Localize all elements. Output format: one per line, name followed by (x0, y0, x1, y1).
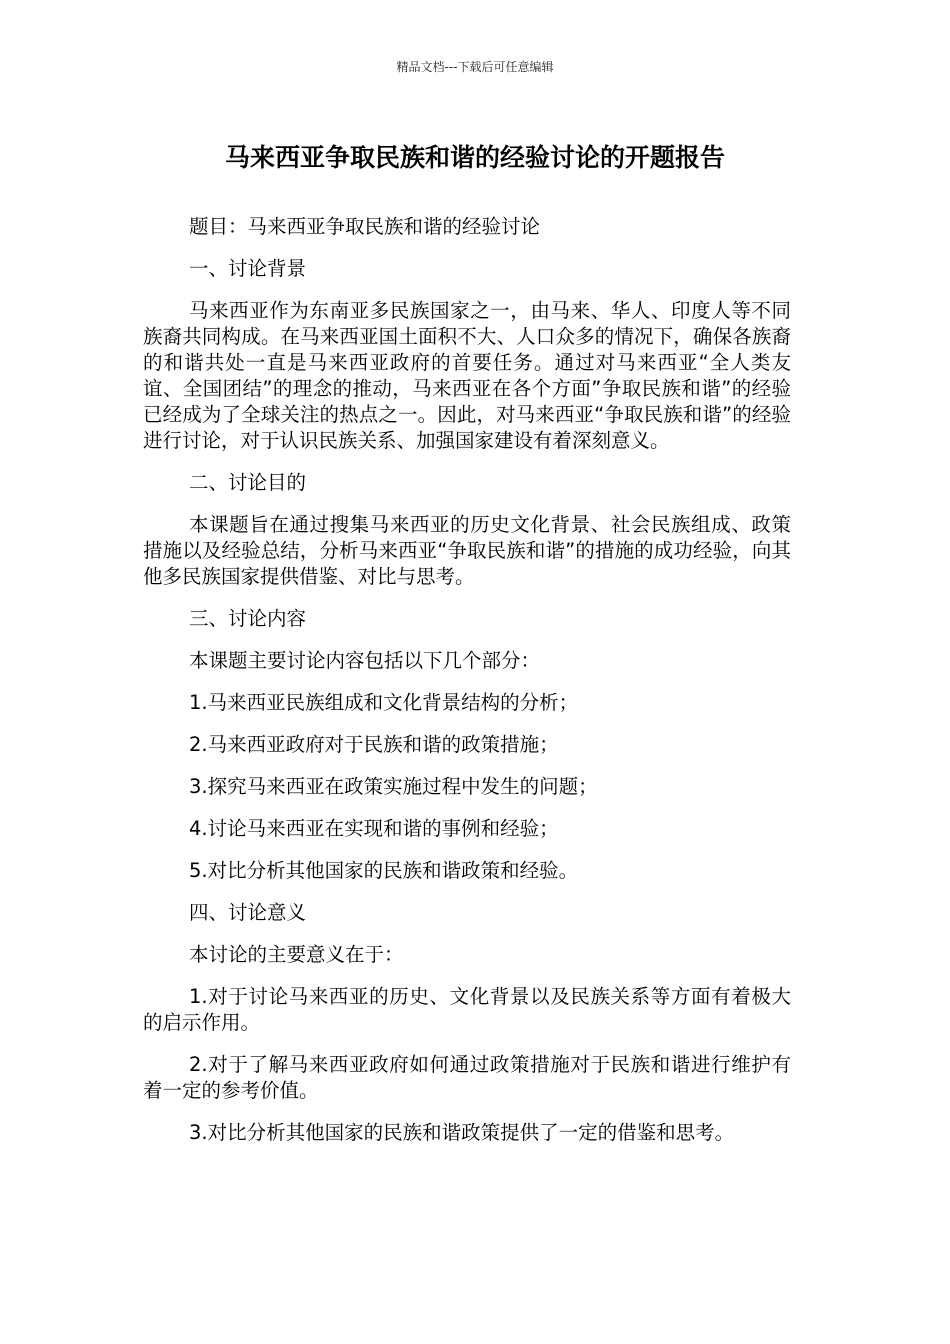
list-item: 1.对于讨论马来西亚的历史、文化背景以及民族关系等方面有着极大的启示作用。 (143, 985, 791, 1034)
list-item: 1.马来西亚民族组成和文化背景结构的分析； (189, 691, 579, 714)
section-heading-content: 三、讨论内容 (189, 607, 307, 630)
paragraph-significance-intro: 本讨论的主要意义在于： (189, 943, 404, 966)
header-note: 精品文档---下载后可任意编辑 (396, 60, 554, 74)
section-heading-purpose: 二、讨论目的 (189, 471, 307, 494)
list-item: 2.对于了解马来西亚政府如何通过政策措施对于民族和谐进行维护有着一定的参考价值。 (143, 1053, 791, 1102)
topic-line: 题目：马来西亚争取民族和谐的经验讨论 (189, 215, 541, 238)
paragraph-purpose: 本课题旨在通过搜集马来西亚的历史文化背景、社会民族组成、政策措施以及经验总结，分析马来西亚“争取民族和谐”的措施的成功经验，向其他多民族国家提供借鉴、对比与思考。 (143, 513, 791, 588)
list-item: 3.探究马来西亚在政策实施过程中发生的问题； (189, 775, 598, 798)
list-item: 4.讨论马来西亚在实现和谐的事例和经验； (189, 817, 559, 840)
list-item: 3.对比分析其他国家的民族和谐政策提供了一定的借鉴和思考。 (189, 1121, 735, 1144)
paragraph-content-intro: 本课题主要讨论内容包括以下几个部分： (189, 649, 541, 672)
document-body (143, 214, 791, 1146)
document-title: 马来西亚争取民族和谐的经验讨论的开题报告 (224, 143, 725, 172)
paragraph-background: 马来西亚作为东南亚多民族国家之一，由马来、华人、印度人等不同族裔共同构成。在马来西亚国土面积不大、人口众多的情况下，确保各族裔的和谐共处一直是马来西亚政府的首要任务。通过对马来西亚“全人类友谊、全国团结”的理念的推动，马来西亚在各个方面”争取民族和谐”的经验已经成为了全球关注的热点之一。因此，对马来西亚“争取民族和谐”的经验进行讨论，对于认识民族关系、加强国家建设有着深刻意义。 (143, 299, 791, 452)
section-heading-significance: 四、讨论意义 (189, 901, 307, 924)
list-item: 5.对比分析其他国家的民族和谐政策和经验。 (189, 859, 579, 882)
list-item: 2.马来西亚政府对于民族和谐的政策措施； (189, 733, 559, 756)
section-heading-background: 一、讨论背景 (189, 257, 307, 280)
